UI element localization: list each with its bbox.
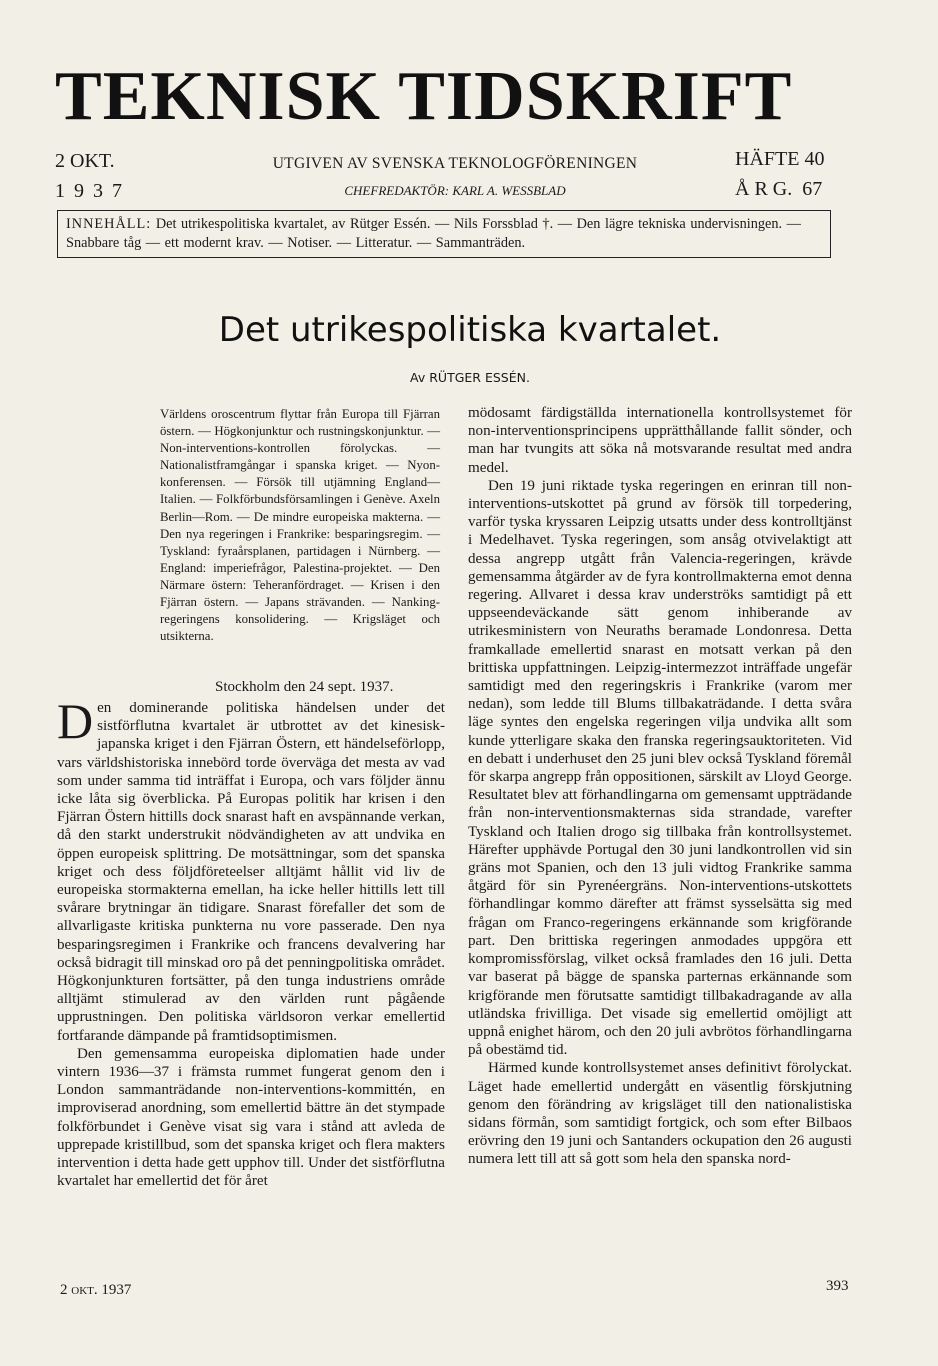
publisher-line: UTGIVEN AV SVENSKA TEKNOLOGFÖRENINGEN <box>272 155 638 172</box>
right-paragraph-1: mödosamt färdigställda internationella kontrollsystemet för non-interventionsprincipens upprätthållande fallit sönder, och man har tvungits att söka nå motsvarande resultat med andra medel. <box>468 405 852 476</box>
masthead-title: TEKNISK TIDSKRIFT <box>55 58 793 135</box>
contents-text: Det utrikespolitiska kvartalet, av Rütger Essén. — Nils Forssblad †. — Den lägre tekniska undervisningen. — Snabbare tåg — ett modernt krav. — Notiser. — Litteratur. — Sammanträden. <box>66 216 801 251</box>
article-title: Det utrikespolitiska kvartalet. <box>218 310 722 350</box>
page-number: 393 <box>826 1278 849 1294</box>
right-column <box>468 404 852 1169</box>
issue-date: 2 OKT. <box>55 150 115 172</box>
volume-number: Å R G. 67 <box>735 178 823 200</box>
left-paragraph-1: Den dominerande politiska händelsen under det sistförflutna kvartalet är utbrottet av det kinesisk-japanska kriget i den Fjärran Östern, ett händelseförlopp, vars världshistoriska innebörd torde överväga det mesta av vad som under samma tid inträffat i Europa, och vars följder ännu icke låta sig överblicka. På Europas politik har krisen i den Fjärran Östern hittills dock snarast haft en avspännande verkan, då den starkt understrukit nödvändigheten av att undvika en öppen europeisk splittring. De motsättningar, som det spanska kriget och dess följdföreteelser alltjämt hållit vid liv de europeiska stormakterna emellan, ha icke heller hittills lett till svårare brytningar än tidigare. Snarast förefaller det som de allvarligaste kritiska punkterna nu vore passerade. Den nya besparingsregimen i Frankrike och francens devalvering har också bidragit till minskad oro på det penningpolitiska området. Högkonjunkturen fortsätter, på den tunga industriens område alltjämt stimulerad av den världen runt pågående upprustningen. Den politiska världsoron verkar emellertid fortfarande dämpande på framtidsoptimismen. <box>57 693 445 1044</box>
left-paragraph-2: Den gemensamma europeiska diplomatien hade under vintern 1936—37 i främsta rummet fungerat genom den i London sammanträdande non-interventions-kommittén, en improviserad anordning, som emellertid bättre än det stympade folkförbundet i Genève visat sig vara i stånd att avleda de upprepade kristillbud, som det spanska kriget och flera makters intervention i detta hade gett upphov till. Under det sistförflutna kvartalet har emellertid det för året <box>57 1045 445 1190</box>
article-summary: Världens oroscentrum flyttar från Europa till Fjärran östern. — Högkonjunktur och rustningskonjunktur. — Non-interventions-kontrollen förolyckas. — Nationalistframgångar i spanska kriget. — Nyon-konferensen. — Försök till utjämning England—Italien. — Folkförbundsförsamlingen i Genève. Axeln Berlin—Rom. — De mindre europeiska makterna. — Den nya regeringen i Frankrike: besparingsregim. — Tyskland: fyraårsplanen, partidagen i Nürnberg. — England: imperiefrågor, Palestina-projektet. — Den Närmare östern: Teheranfördraget. — Krisen i den Fjärran östern. — Japans strävanden. — Nanking-regeringens konsolidering. — Krigsläget och utsikterna. <box>160 407 440 644</box>
editor-line: CHEFREDAKTÖR: KARL A. WESSBLAD <box>344 183 566 198</box>
article-byline: Av RÜTGER ESSÉN. <box>410 370 530 385</box>
issue-number: HÄFTE 40 <box>735 148 825 170</box>
issue-year: 1 9 3 7 <box>55 180 124 202</box>
contents-label: INNEHÅLL: <box>66 216 152 232</box>
footer-date: 2 okt. 1937 <box>60 1282 132 1298</box>
article-dateline: Stockholm den 24 sept. 1937. <box>215 679 394 695</box>
right-paragraph-2: Den 19 juni riktade tyska regeringen en erinran till non-interventions-utskottet på grund av försök till torpedering, varför tyska kryssaren Leipzig utsatts under dess kontrolltjänst i Medelhavet. Tyska regeringen, som ansåg otvivelaktigt att dessa angrepp utgått från Valencia-regeringen, krävde gemensamma åtgärder av de fyra kontrollmakterna emot denna regering. Allvaret i dessa krav underströks samtidigt på ett uppseendeväckande sätt genom inhiberande av utrikesministern von Neuraths beramade Londonresa. Detta framkallade emellertid snarast en motsatt verkan på den brittiska uppfattningen. Leipzig-intermezzot inträffade ungefär samtidigt med den regeringskris i Frankrike (varom mer nedan), som ledde till Blums tillbakaträdande. I detta svåra läge syntes den engelska regeringen vilja undvika allt som kunde ytterligare skaka den franska regeringsauktoriteten. Vid en debatt i underhuset den 25 juni blev också Tyskland föremål för skarpa angrepp från oppositionen, särskilt av Lloyd George. Resultatet blev att förhandlingarna om gemensamt uppträdande från non-interventionsmakternas sida strandade, varefter Tyskland och Italien drogo sig tillbaka från kontrollsystemet. Härefter upphävde Portugal den 30 juni landkontrollen vid sin gräns mot Spanien, och den 13 juli vidtog Frankrike samma åtgärd för sin Pyrenéergräns. Non-interventions-utskottets förhandlingar kommo därefter att främst sysselsätta sig med frågan om Franco-regeringens erkännande som krigförande part. Den brittiska regeringen anmodades uppgöra ett kompromissförslag, vilket också framlades den 16 juli. Detta var baserat på bägge de spanska parternas erkännande som krigförande men förutsatte samtidigt tillbakadragande av alla utländska frivilliga. Det visade sig emellertid omöjligt att uppnå enighet härom, och den 20 juli avbrötos förhandlingarna på obestämd tid. <box>468 477 852 1059</box>
right-paragraph-3: Härmed kunde kontrollsystemet anses definitivt förolyckat. Läget hade emellertid undergått en väsentlig förskjutning genom den förändring av krigsläget till den nationalistiska sidans förmån, som samtidigt fortgick, och som efter Bilbaos erövring den 19 juni och Santanders ockupation den 26 augusti numera lett till att så gott som hela den spanska nord- <box>468 1060 852 1168</box>
contents-box <box>57 210 831 258</box>
left-column <box>57 693 445 1190</box>
drop-cap: D <box>57 693 94 749</box>
